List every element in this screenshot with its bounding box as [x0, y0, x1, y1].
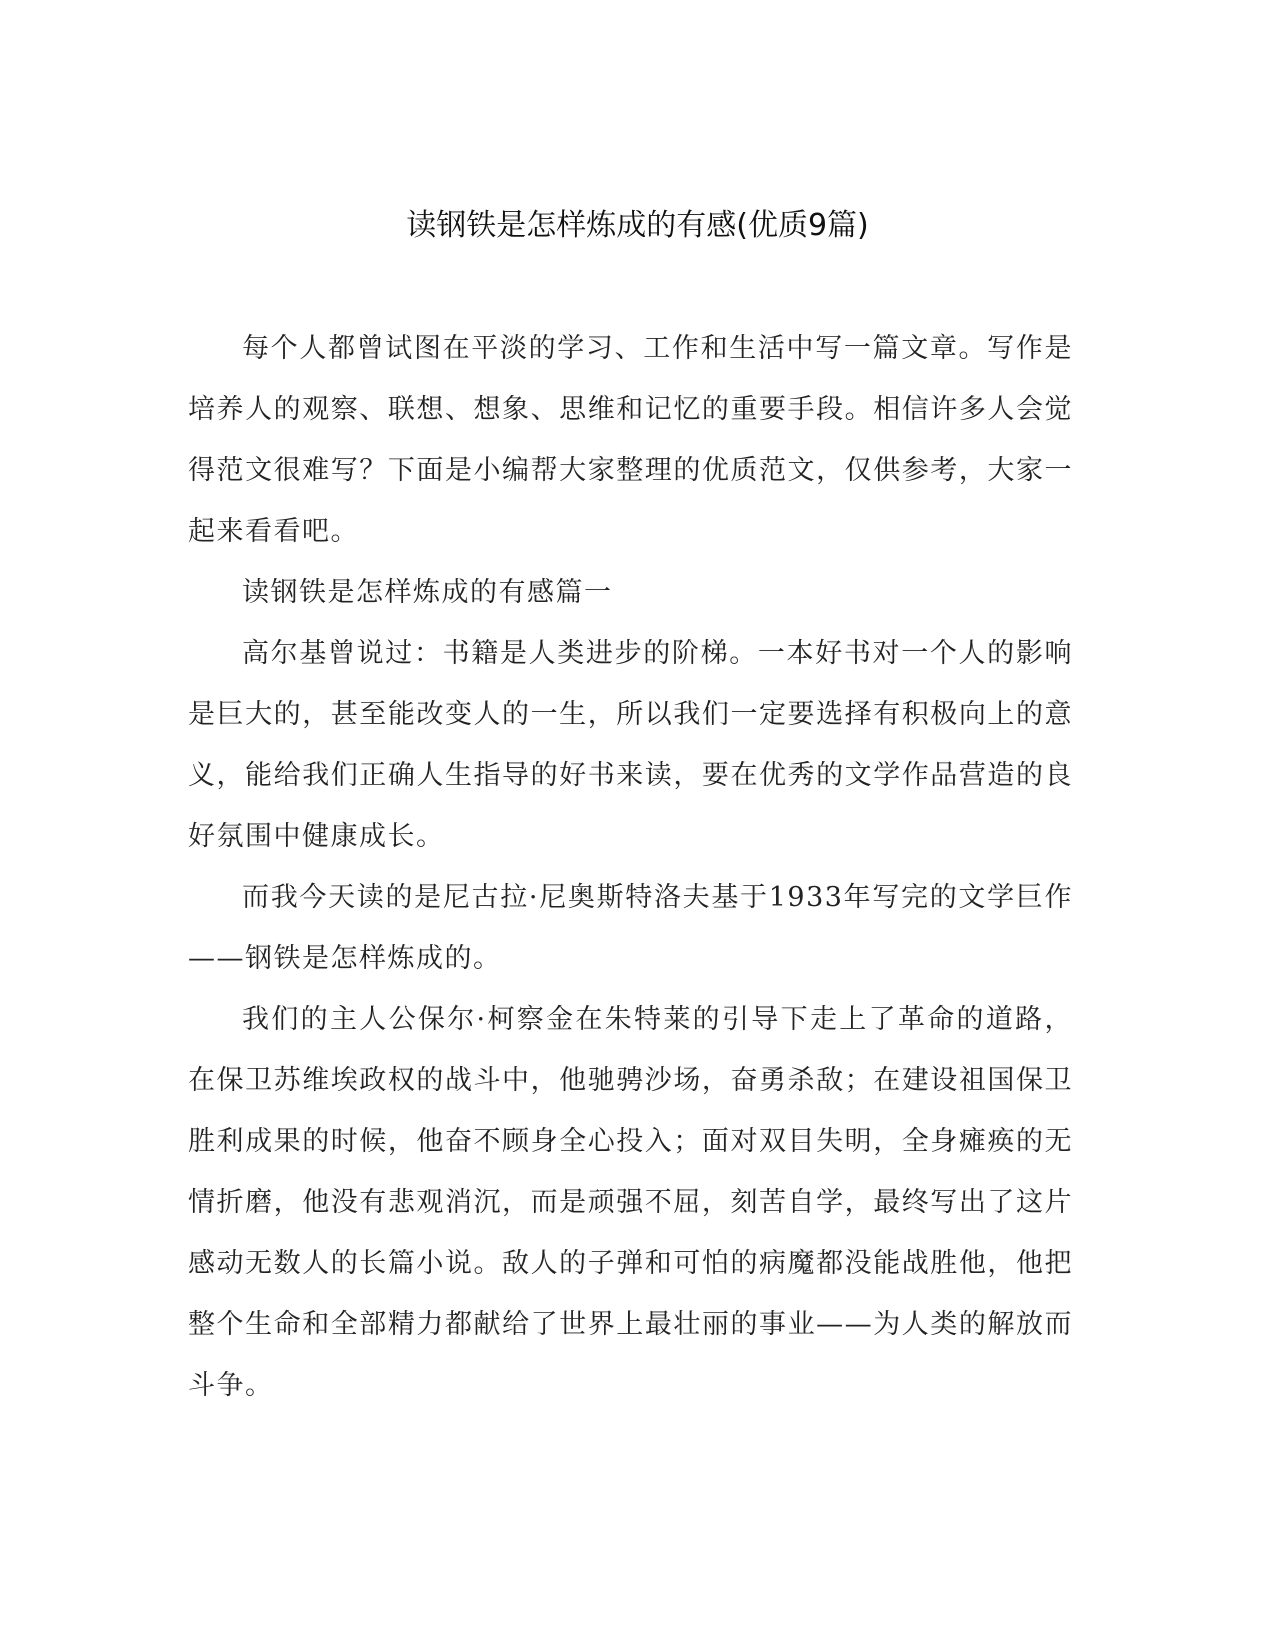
paragraph-intro: 每个人都曾试图在平淡的学习、工作和生活中写一篇文章。写作是培养人的观察、联想、想象、思维和记忆的重要手段。相信许多人会觉得范文很难写？下面是小编帮大家整理的优质范文，仅供参考，大家一起来看看吧。 [188, 333, 1073, 547]
document-body [188, 318, 1073, 1416]
section-heading: 读钢铁是怎样炼成的有感篇一 [242, 577, 613, 608]
paragraph: 我们的主人公保尔·柯察金在朱特莱的引导下走上了革命的道路，在保卫苏维埃政权的战斗中，他驰骋沙场，奋勇杀敌；在建设祖国保卫胜利成果的时候，他奋不顾身全心投入；面对双目失明，全身瘫痪的无情折磨，他没有悲观消沉，而是顽强不屈，刻苦自学，最终写出了这片感动无数人的长篇小说。敌人的子弹和可怕的病魔都没能战胜他，他把整个生命和全部精力都献给了世界上最壮丽的事业——为人类的解放而斗争。 [188, 1004, 1073, 1401]
paragraph: 高尔基曾说过：书籍是人类进步的阶梯。一本好书对一个人的影响是巨大的，甚至能改变人的一生，所以我们一定要选择有积极向上的意义，能给我们正确人生指导的好书来读，要在优秀的文学作品营造的良好氛围中健康成长。 [188, 638, 1073, 852]
document-title: 读钢铁是怎样炼成的有感(优质9篇) [406, 208, 869, 243]
paragraph: 而我今天读的是尼古拉·尼奥斯特洛夫基于1933年写完的文学巨作——钢铁是怎样炼成的。 [188, 882, 1073, 974]
